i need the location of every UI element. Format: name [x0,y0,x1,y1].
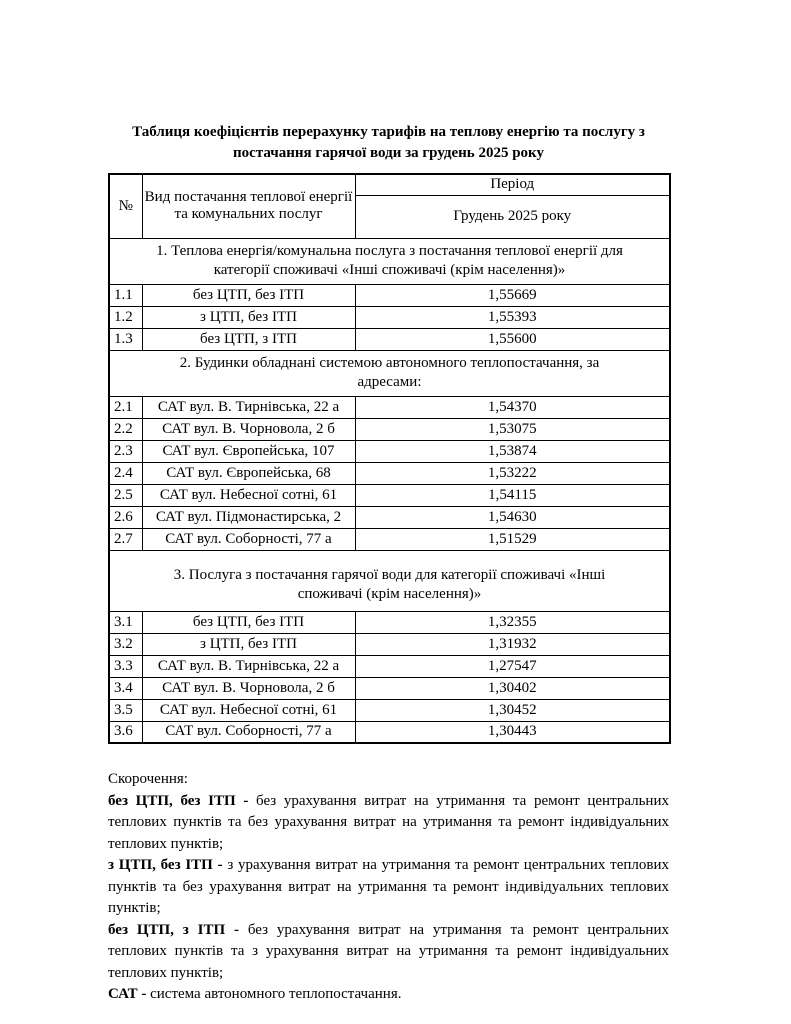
row-number: 3.5 [109,699,142,721]
table-row [109,328,670,350]
table-row [109,506,670,528]
document-content [108,122,669,1006]
row-service-name: САТ вул. В. Чорновола, 2 б [142,418,355,440]
row-number: 3.4 [109,677,142,699]
row-number: 2.2 [109,418,142,440]
row-number: 1.2 [109,306,142,328]
table-row [109,418,670,440]
row-service-name: САТ вул. Небесної сотні, 61 [142,699,355,721]
row-number: 2.7 [109,528,142,550]
table-row [109,396,670,418]
document-title-line2: постачання гарячої води за грудень 2025 року [233,145,544,161]
row-coefficient-value: 1,30402 [355,677,670,699]
footnote-definition: з урахування витрат на утримання та ремонт центральних теплових пунктів та без урахування витрат на утримання та ремонт індивідуальних теплових пунктів; [108,857,669,916]
table-row [109,484,670,506]
row-service-name: з ЦТП, без ІТП [142,306,355,328]
row-service-name: САТ вул. В. Тирнівська, 22 а [142,655,355,677]
row-service-name: САТ вул. Підмонастирська, 2 [142,506,355,528]
row-service-name: САТ вул. Небесної сотні, 61 [142,484,355,506]
row-service-name: з ЦТП, без ІТП [142,633,355,655]
row-number: 3.2 [109,633,142,655]
row-service-name: САТ вул. Європейська, 68 [142,462,355,484]
row-service-name: САТ вул. Соборності, 77 а [142,721,355,743]
row-coefficient-value: 1,54370 [355,396,670,418]
row-service-name: САТ вул. Європейська, 107 [142,440,355,462]
row-coefficient-value: 1,53874 [355,440,670,462]
table-row [109,655,670,677]
row-coefficient-value: 1,55669 [355,284,670,306]
table-row [109,633,670,655]
table-row [109,528,670,550]
row-service-name: САТ вул. В. Чорновола, 2 б [142,677,355,699]
table-row [109,284,670,306]
row-coefficient-value: 1,30452 [355,699,670,721]
coefficient-table-header [109,174,670,238]
section-header: 2. Будинки обладнані системою автономного теплопостачання, за адресами: [109,350,670,396]
document-title-line1: Таблиця коефіцієнтів перерахунку тарифів на теплову енергію та послугу з [132,124,645,140]
table-row [109,440,670,462]
section-header-row [109,238,670,284]
row-number: 3.1 [109,611,142,633]
table-row [109,699,670,721]
footnote-item [108,791,669,856]
row-number: 3.6 [109,721,142,743]
footnotes-heading: Скорочення: [108,771,188,787]
footnote-item [108,984,669,1006]
footnote-definition: система автономного теплопостачання. [146,986,402,1002]
row-service-name: без ЦТП, з ІТП [142,328,355,350]
row-number: 2.3 [109,440,142,462]
coefficient-table [108,173,671,744]
footnote-item [108,855,669,920]
row-coefficient-value: 1,30443 [355,721,670,743]
section-header-row [109,350,670,396]
row-service-name: без ЦТП, без ІТП [142,284,355,306]
row-coefficient-value: 1,53222 [355,462,670,484]
row-number: 2.5 [109,484,142,506]
section-header: 3. Послуга з постачання гарячої води для категорії споживачі «Інші споживачі (крім населення)» [109,550,670,611]
footnotes [108,769,669,1006]
table-row [109,611,670,633]
footnote-term: без ЦТП, з ІТП - [108,921,240,938]
row-coefficient-value: 1,55393 [355,306,670,328]
footnote-term: з ЦТП, без ІТП - [108,857,223,873]
table-row [109,306,670,328]
section-header: 1. Теплова енергія/комунальна послуга з постачання теплової енергії для категорії споживачі «Інші споживачі (крім населення)» [109,238,670,284]
row-coefficient-value: 1,54630 [355,506,670,528]
row-coefficient-value: 1,54115 [355,484,670,506]
row-number: 1.3 [109,328,142,350]
table-row [109,677,670,699]
footnote-definition: без урахування витрат на утримання та ремонт центральних теплових пунктів та без урахування витрат на утримання та ремонт індивідуальних теплових пунктів; [108,792,669,852]
row-number: 3.3 [109,655,142,677]
footnote-term: без ЦТП, без ІТП - [108,792,249,809]
table-row [109,462,670,484]
row-coefficient-value: 1,55600 [355,328,670,350]
footnote-item [108,920,669,985]
section-header-row [109,550,670,611]
header-period-value: Грудень 2025 року [355,195,670,238]
row-service-name: САТ вул. В. Тирнівська, 22 а [142,396,355,418]
row-coefficient-value: 1,27547 [355,655,670,677]
header-period-label: Період [355,174,670,195]
footnote-items [108,791,669,1006]
header-type-column: Вид постачання теплової енергії та комунальних послуг [142,174,355,238]
row-number: 1.1 [109,284,142,306]
header-number-column: № [109,174,142,238]
row-number: 2.1 [109,396,142,418]
footnote-definition: без урахування витрат на утримання та ремонт центральних теплових пунктів та з урахування витрат на утримання та ремонт індивідуальних теплових пунктів; [108,921,669,981]
row-coefficient-value: 1,31932 [355,633,670,655]
document-title [108,122,669,164]
row-coefficient-value: 1,51529 [355,528,670,550]
row-coefficient-value: 1,32355 [355,611,670,633]
row-number: 2.4 [109,462,142,484]
table-row [109,721,670,743]
row-service-name: САТ вул. Соборності, 77 а [142,528,355,550]
row-coefficient-value: 1,53075 [355,418,670,440]
row-service-name: без ЦТП, без ІТП [142,611,355,633]
coefficient-table-body [109,238,670,743]
footnote-term: САТ - [108,986,147,1002]
row-number: 2.6 [109,506,142,528]
